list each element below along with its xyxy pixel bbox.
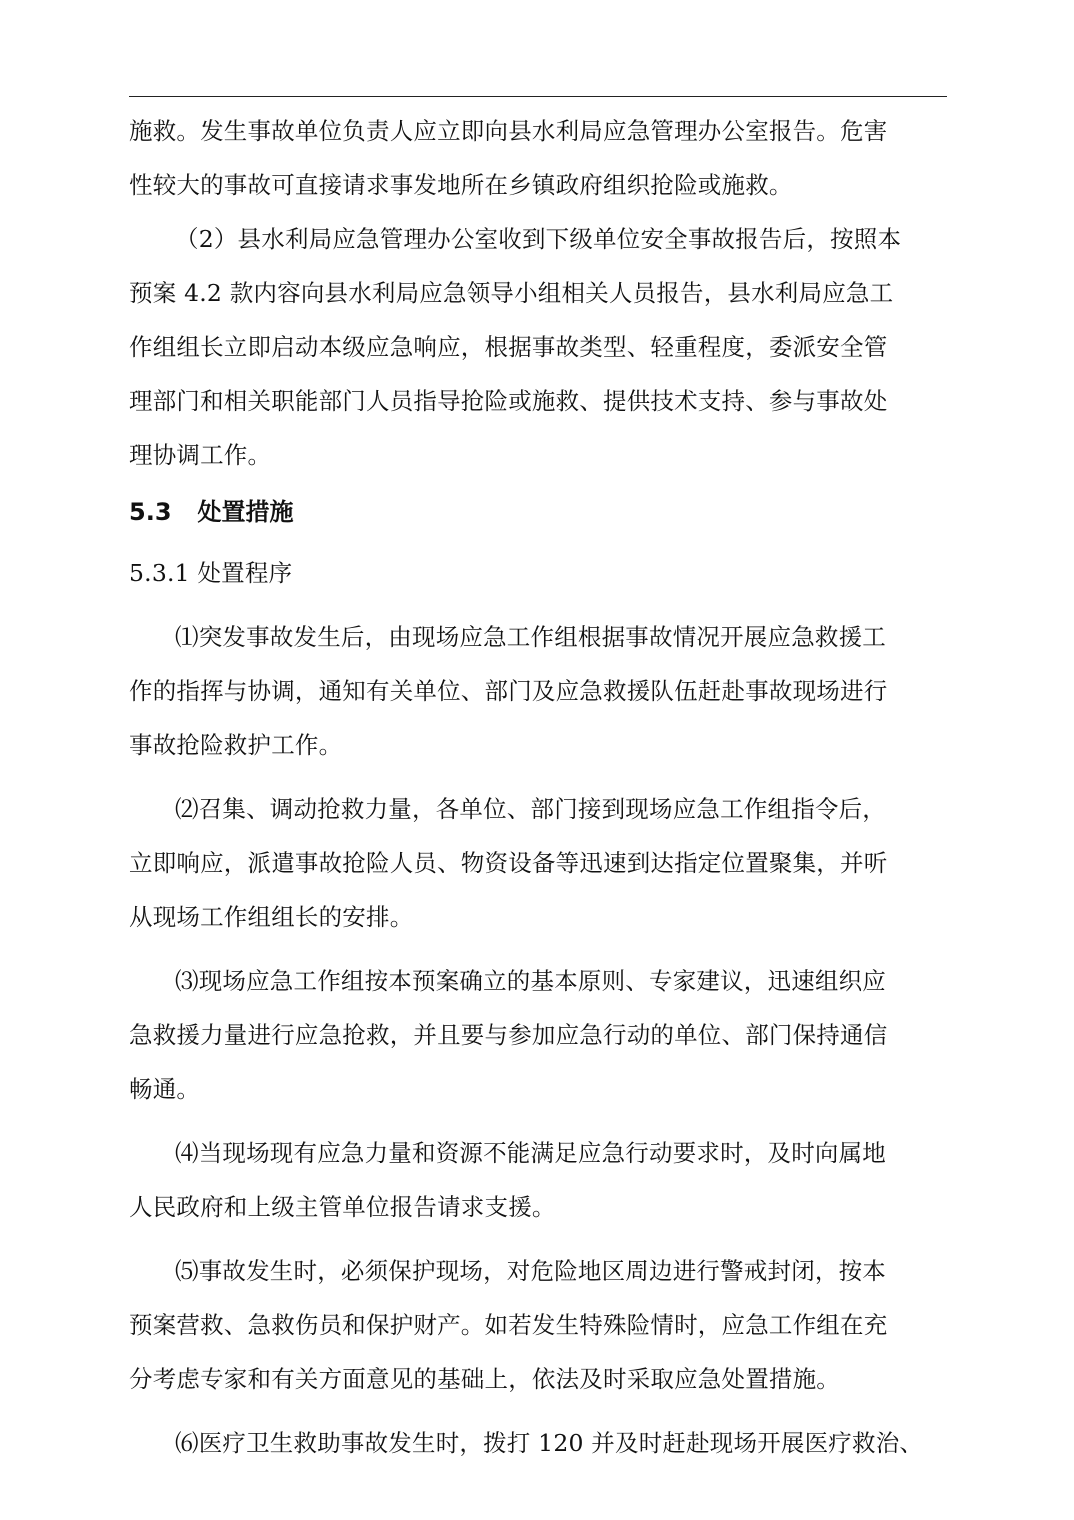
list-item [129, 954, 947, 1116]
text-line: 事故抢险救护工作。 [129, 731, 343, 759]
text-line: ⑹医疗卫生救助事故发生时，拨打 120 并及时赶赴现场开展医疗救治、 [175, 1429, 924, 1457]
text-line: ⑴突发事故发生后，由现场应急工作组根据事故情况开展应急救援工 [175, 623, 886, 651]
subsection-heading: 5.3.1 处置程序 [129, 559, 293, 587]
text-line: 分考虑专家和有关方面意见的基础上，依法及时采取应急处置措施。 [129, 1365, 840, 1393]
header-rule [129, 96, 947, 97]
list-item [129, 610, 947, 772]
text-line: 从现场工作组组长的安排。 [129, 903, 414, 931]
list-item [129, 1126, 947, 1234]
section-title: 处置措施 [197, 498, 294, 526]
page-body [129, 104, 947, 1470]
text-line: 作组组长立即启动本级应急响应，根据事故类型、轻重程度，委派安全管 [129, 333, 888, 361]
text-line: 人民政府和上级主管单位报告请求支援。 [129, 1193, 556, 1221]
text-line: 作的指挥与协调，通知有关单位、部门及应急救援队伍赶赴事故现场进行 [129, 677, 888, 705]
section-heading [129, 484, 947, 540]
text-line: 预案营救、急救伤员和保护财产。如若发生特殊险情时，应急工作组在充 [129, 1311, 888, 1339]
text-line: ⑵召集、调动抢救力量，各单位、部门接到现场应急工作组指令后， [175, 795, 886, 823]
text-line: 畅通。 [129, 1075, 201, 1103]
text-line: 急救援力量进行应急抢救，并且要与参加应急行动的单位、部门保持通信 [129, 1021, 888, 1049]
paragraph-2 [129, 212, 947, 482]
list-item [129, 1244, 947, 1406]
text-line: 施救。发生事故单位负责人应立即向县水利局应急管理办公室报告。危害 [129, 117, 888, 145]
list-item [129, 1416, 947, 1470]
text-line: 立即响应，派遣事故抢险人员、物资设备等迅速到达指定位置聚集，并听 [129, 849, 888, 877]
paragraph-intro [129, 104, 947, 212]
section-number: 5.3 [129, 498, 172, 526]
text-line: ⑶现场应急工作组按本预案确立的基本原则、专家建议，迅速组织应 [175, 967, 886, 995]
text-line: （2）县水利局应急管理办公室收到下级单位安全事故报告后，按照本 [175, 225, 902, 253]
text-line: 理部门和相关职能部门人员指导抢险或施救、提供技术支持、参与事故处 [129, 387, 888, 415]
text-line: ⑸事故发生时，必须保护现场，对危险地区周边进行警戒封闭，按本 [175, 1257, 886, 1285]
text-line: 性较大的事故可直接请求事发地所在乡镇政府组织抢险或施救。 [129, 171, 793, 199]
text-line: ⑷当现场现有应急力量和资源不能满足应急行动要求时，及时向属地 [175, 1139, 886, 1167]
text-line: 预案 4.2 款内容向县水利局应急领导小组相关人员报告，县水利局应急工 [129, 279, 894, 307]
text-line: 理协调工作。 [129, 441, 272, 469]
list-item [129, 782, 947, 944]
